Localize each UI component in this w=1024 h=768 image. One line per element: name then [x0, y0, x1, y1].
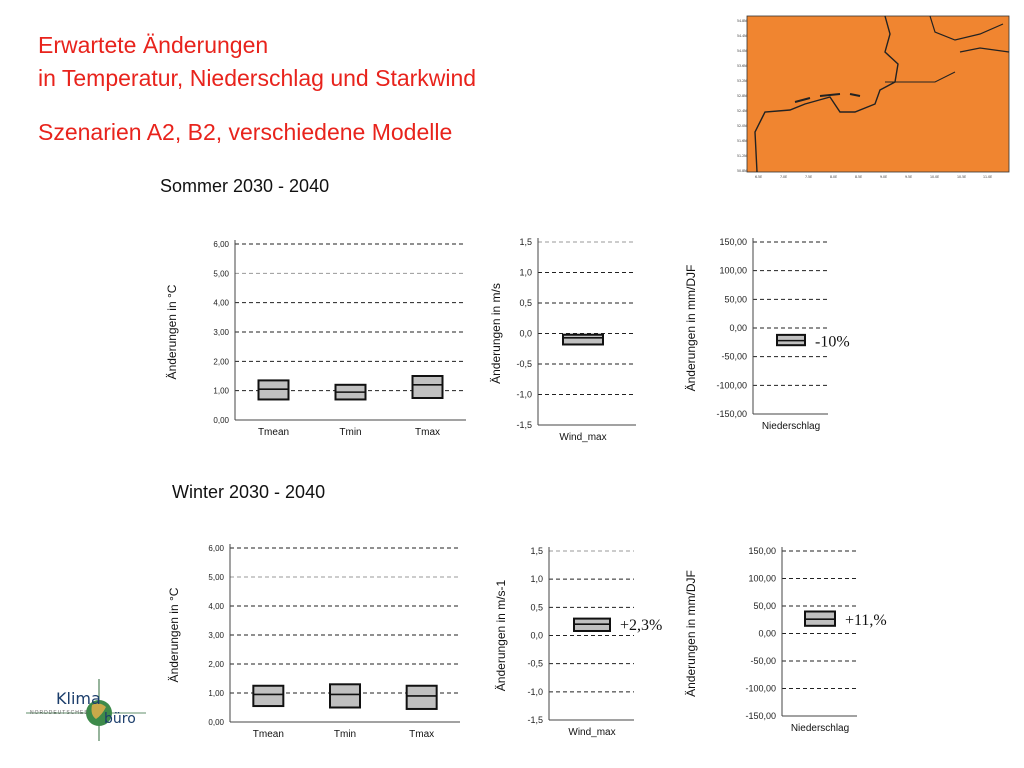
svg-text:51.2N: 51.2N: [737, 154, 747, 158]
svg-text:10.5E: 10.5E: [957, 175, 967, 179]
summer-temp-tick-label: 4,00: [213, 298, 229, 308]
winter-precip-tick-label: -150,00: [745, 711, 776, 721]
winter-precip-tick-label: 150,00: [748, 546, 776, 556]
summer-wind-tick-label: -0,5: [516, 359, 532, 369]
svg-text:54.4N: 54.4N: [737, 34, 747, 38]
logo-klima: Klima: [56, 689, 101, 708]
winter-precip-tick-label: 50,00: [753, 601, 776, 611]
section-summer: Sommer 2030 - 2040: [160, 176, 330, 196]
winter-wind-category-label: Wind_max: [568, 727, 616, 738]
winter-wind-tick-label: 0,5: [530, 602, 543, 613]
summer-wind-tick-label: 1,0: [519, 267, 532, 278]
winter-wind-tick-label: -0,5: [527, 658, 543, 669]
summer-wind-category-label: Wind_max: [559, 432, 607, 443]
summer-precip-tick-label: 100,00: [719, 265, 747, 276]
logo-buro: büro: [104, 711, 136, 727]
svg-text:52.0N: 52.0N: [737, 124, 747, 128]
summer-precip-tick-label: -150,00: [716, 409, 747, 419]
summer-temp-tick-label: 1,00: [213, 386, 229, 396]
summer-precip-category-label: Niederschlag: [761, 421, 821, 432]
title-line-2: in Temperatur, Niederschlag und Starkwind: [38, 65, 477, 91]
winter-wind-y-label: Änderungen in m/s-1: [494, 579, 508, 692]
winter-temp-tick-label: 1,00: [208, 689, 224, 698]
winter-precip-y-label: Änderungen in mm/DJF: [684, 570, 698, 697]
svg-text:10.0E: 10.0E: [930, 175, 940, 179]
winter-precip-annotation: +11,%: [845, 612, 887, 630]
summer-temp-tick-label: 6,00: [213, 240, 229, 249]
summer-precip-y-label: Änderungen in mm/DJF: [684, 264, 698, 392]
title-line-1: Erwartete Änderungen: [38, 32, 269, 58]
summer-wind-tick-label: -1,0: [516, 389, 532, 400]
summer-temp-tick-label: 5,00: [213, 269, 229, 279]
logo-subtitle: NORDDEUTSCHES: [30, 710, 89, 716]
summer-wind-tick-label: -1,5: [516, 420, 532, 430]
svg-text:50.8N: 50.8N: [737, 169, 747, 173]
summer-temp-y-label: Änderungen in °C: [165, 284, 179, 380]
summer-wind-box: [563, 335, 603, 345]
winter-temp-box: [407, 686, 437, 709]
summer-precip-tick-label: -50,00: [721, 351, 747, 362]
winter-wind-tick-label: 0,0: [530, 630, 543, 641]
winter-temp-tick-label: 4,00: [208, 602, 224, 611]
summer-temp-category-label: Tmin: [339, 427, 362, 438]
summer-precip-tick-label: -100,00: [716, 380, 747, 391]
winter-temp-tick-label: 6,00: [208, 544, 224, 553]
svg-text:9.5E: 9.5E: [905, 175, 913, 179]
summer-temp-tick-label: 3,00: [213, 328, 229, 337]
svg-text:52.4N: 52.4N: [737, 109, 747, 113]
summer-precip-annotation: -10%: [815, 333, 850, 351]
winter-temp-tick-label: 5,00: [208, 573, 224, 582]
svg-text:7.0E: 7.0E: [780, 175, 788, 179]
winter-precip-tick-label: 0,00: [758, 628, 776, 639]
svg-text:54.8N: 54.8N: [737, 19, 747, 23]
winter-temp-box: [253, 686, 283, 706]
svg-text:7.5E: 7.5E: [805, 175, 813, 179]
winter-temp-category-label: Tmin: [333, 729, 357, 740]
summer-wind-tick-label: 1,5: [519, 237, 532, 247]
winter-temp-y-label: Änderungen in °C: [167, 587, 181, 683]
svg-text:8.0E: 8.0E: [830, 175, 838, 179]
svg-text:11.0E: 11.0E: [983, 175, 993, 179]
svg-text:53.2N: 53.2N: [737, 79, 747, 83]
winter-temp-tick-label: 2,00: [208, 660, 224, 669]
svg-text:52.8N: 52.8N: [737, 94, 747, 98]
svg-text:8.5E: 8.5E: [855, 175, 863, 179]
summer-temp-category-label: Tmean: [257, 427, 290, 438]
winter-temp-category-label: Tmean: [252, 729, 284, 740]
winter-wind-tick-label: -1,0: [527, 686, 543, 697]
winter-temp-box: [330, 684, 360, 707]
winter-precip-category-label: Niederschlag: [790, 723, 850, 734]
svg-text:54.0N: 54.0N: [737, 49, 747, 53]
summer-precip-tick-label: 50,00: [724, 294, 747, 305]
summer-temp-tick-label: 2,00: [213, 357, 229, 367]
winter-temp-tick-label: 3,00: [208, 631, 224, 640]
svg-text:9.0E: 9.0E: [880, 175, 888, 179]
svg-text:51.6N: 51.6N: [737, 139, 747, 143]
summer-wind-tick-label: 0,0: [519, 328, 532, 339]
winter-precip-tick-label: -50,00: [750, 656, 776, 666]
klima-logo: [26, 675, 146, 745]
winter-wind-annotation: +2,3%: [620, 617, 663, 635]
winter-temp-category-label: Tmax: [409, 729, 435, 740]
summer-temp-category-label: Tmax: [415, 427, 440, 438]
svg-text:53.6N: 53.6N: [737, 64, 747, 68]
winter-temp-tick-label: 0,00: [208, 718, 224, 727]
summer-precip-tick-label: 0,00: [729, 323, 747, 333]
summer-wind-tick-label: 0,5: [519, 298, 532, 308]
summer-temp-box: [413, 376, 443, 398]
summer-wind-y-label: Änderungen in m/s: [489, 283, 503, 384]
summer-temp-tick-label: 0,00: [213, 416, 229, 425]
winter-wind-tick-label: 1,0: [530, 574, 543, 585]
winter-precip-tick-label: 100,00: [748, 573, 776, 584]
winter-wind-tick-label: -1,5: [527, 715, 543, 725]
winter-precip-tick-label: -100,00: [745, 683, 776, 694]
winter-wind-tick-label: 1,5: [530, 546, 543, 556]
summer-precip-tick-label: 150,00: [719, 237, 747, 247]
section-winter: Winter 2030 - 2040: [172, 482, 326, 502]
title-line-3: Szenarien A2, B2, verschiedene Modelle: [38, 119, 453, 145]
svg-text:6.5E: 6.5E: [755, 175, 763, 179]
